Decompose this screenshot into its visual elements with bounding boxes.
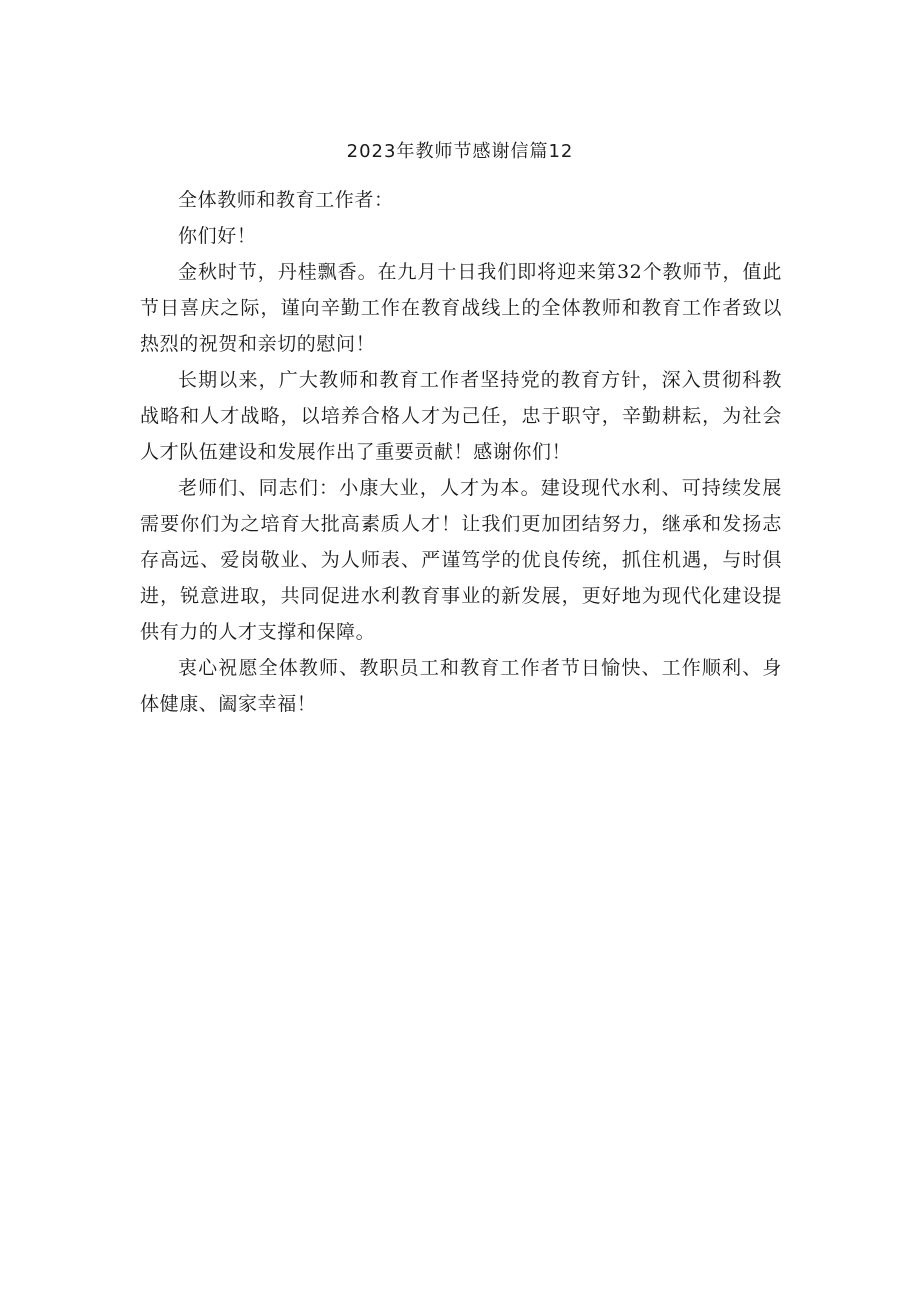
paragraph-closing-wishes: 衷心祝愿全体教师、教职员工和教育工作者节日愉快、工作顺利、身体健康、阖家幸福！ [140,657,782,715]
paragraph-contribution: 长期以来，广大教师和教育工作者坚持党的教育方针，深入贯彻科教战略和人才战略，以培养合格人才为己任，忠于职守，辛勤耕耘，为社会人才队伍建设和发展作出了重要贡献！感谢你们！ [140,369,782,463]
salutation: 全体教师和教育工作者： [178,189,394,211]
greeting: 你们好！ [178,225,257,247]
letter-body [140,182,782,722]
document-title: 2023年教师节感谢信篇12 [346,141,574,162]
paragraph-call-to-action: 老师们、同志们：小康大业，人才为本。建设现代水利、可持续发展需要你们为之培育大批高素质人才！让我们更加团结努力，继承和发扬志存高远、爱岗敬业、为人师表、严谨笃学的优良传统，抓住机遇，与时俱进，锐意进取，共同促进水利教育事业的新发展，更好地为现代化建设提供有力的人才支撑和保障。 [140,477,782,643]
paragraph-opening: 金秋时节，丹桂飘香。在九月十日我们即将迎来第32个教师节，值此节日喜庆之际，谨向辛勤工作在教育战线上的全体教师和教育工作者致以热烈的祝贺和亲切的慰问！ [140,261,782,355]
